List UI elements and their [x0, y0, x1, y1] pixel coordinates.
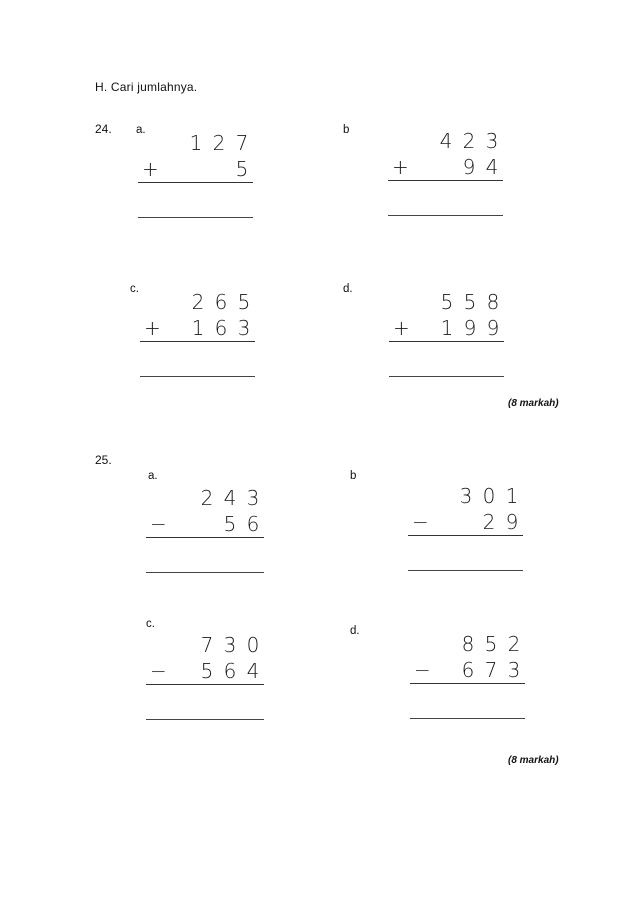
digit: 8 [486, 290, 500, 314]
digit: 7 [200, 633, 214, 657]
q25-marks: (8 markah) [508, 755, 559, 766]
digit: 2 [482, 510, 496, 534]
sum-line [138, 182, 253, 183]
answer-line [146, 572, 264, 573]
bottom-number-row [146, 512, 264, 536]
q24-c-problem [140, 290, 255, 400]
digit: 4 [246, 659, 260, 683]
bottom-number-row [410, 658, 525, 682]
plus-sign: + [142, 157, 159, 181]
digit: 3 [246, 486, 260, 510]
top-number-digits [459, 484, 519, 508]
q25-a-problem [146, 486, 264, 596]
q24-a-problem [138, 131, 253, 241]
top-number-digits [191, 290, 251, 314]
answer-line [146, 719, 264, 720]
top-number-digits [200, 633, 260, 657]
digit: 3 [223, 633, 237, 657]
top-number-row [410, 632, 525, 656]
top-number-row [140, 290, 255, 314]
digit: 5 [200, 659, 214, 683]
digit: 9 [486, 316, 500, 340]
digit: 3 [507, 658, 521, 682]
sum-line [146, 537, 264, 538]
minus-sign: − [150, 512, 167, 536]
top-number-row [408, 484, 523, 508]
plus-sign: + [393, 316, 410, 340]
q24-b-label: b [343, 124, 350, 136]
digit: 9 [462, 155, 476, 179]
top-number-row [146, 486, 264, 510]
digit: 7 [235, 131, 249, 155]
digit: 6 [246, 512, 260, 536]
bottom-number-digits [440, 316, 500, 340]
bottom-number-row [146, 659, 264, 683]
digit: 8 [461, 632, 475, 656]
digit: 3 [459, 484, 473, 508]
sum-line [140, 341, 255, 342]
digit: 3 [485, 129, 499, 153]
top-number-row [389, 290, 504, 314]
bottom-number-row [388, 155, 503, 179]
top-number-digits [189, 131, 249, 155]
minus-sign: − [150, 659, 167, 683]
top-number-digits [200, 486, 260, 510]
question-number-24: 24. [95, 122, 112, 136]
digit: 3 [237, 316, 251, 340]
q25-d-label: d. [350, 625, 360, 637]
digit: 6 [223, 659, 237, 683]
q25-b-label: b [350, 470, 357, 482]
digit: 9 [463, 316, 477, 340]
digit: 1 [440, 316, 454, 340]
bottom-number-row [389, 316, 504, 340]
digit: 2 [507, 632, 521, 656]
bottom-number-digits [439, 155, 499, 179]
top-number-row [146, 633, 264, 657]
q24-b-problem [388, 129, 503, 239]
digit [200, 512, 214, 536]
answer-line [389, 376, 504, 377]
digit [189, 157, 203, 181]
answer-line [138, 217, 253, 218]
q24-c-label: c. [130, 283, 139, 295]
digit: 5 [235, 157, 249, 181]
top-number-digits [440, 290, 500, 314]
digit [212, 157, 226, 181]
top-number-row [388, 129, 503, 153]
sum-line [146, 684, 264, 685]
digit: 4 [485, 155, 499, 179]
digit: 1 [191, 316, 205, 340]
bottom-number-row [408, 510, 523, 534]
top-number-row [138, 131, 253, 155]
digit: 5 [463, 290, 477, 314]
sum-line [410, 683, 525, 684]
digit: 5 [237, 290, 251, 314]
bottom-number-row [138, 157, 253, 181]
q25-c-problem [146, 633, 264, 743]
answer-line [388, 215, 503, 216]
digit: 4 [439, 129, 453, 153]
digit: 7 [484, 658, 498, 682]
digit: 2 [212, 131, 226, 155]
q24-d-problem [389, 290, 504, 400]
sum-line [389, 341, 504, 342]
digit [439, 155, 453, 179]
digit: 6 [461, 658, 475, 682]
digit: 0 [246, 633, 260, 657]
q25-b-problem [408, 484, 523, 594]
section-title: H. Cari jumlahnya. [95, 80, 198, 94]
minus-sign: − [414, 658, 431, 682]
q24-a-label: a. [136, 124, 146, 136]
digit: 0 [482, 484, 496, 508]
bottom-number-digits [200, 512, 260, 536]
digit: 2 [462, 129, 476, 153]
digit: 5 [484, 632, 498, 656]
top-number-digits [439, 129, 499, 153]
digit: 1 [189, 131, 203, 155]
plus-sign: + [392, 155, 409, 179]
digit [459, 510, 473, 534]
digit: 5 [440, 290, 454, 314]
bottom-number-digits [200, 659, 260, 683]
answer-line [410, 718, 525, 719]
digit: 2 [191, 290, 205, 314]
bottom-number-digits [459, 510, 519, 534]
digit: 1 [505, 484, 519, 508]
q25-d-problem [410, 632, 525, 742]
digit: 4 [223, 486, 237, 510]
q24-marks: (8 markah) [508, 398, 559, 409]
bottom-number-digits [461, 658, 521, 682]
sum-line [408, 535, 523, 536]
q24-d-label: d. [343, 283, 353, 295]
q25-c-label: c. [146, 618, 155, 630]
digit: 5 [223, 512, 237, 536]
q25-a-label: a. [148, 470, 158, 482]
bottom-number-digits [189, 157, 249, 181]
answer-line [140, 376, 255, 377]
plus-sign: + [144, 316, 161, 340]
bottom-number-digits [191, 316, 251, 340]
bottom-number-row [140, 316, 255, 340]
sum-line [388, 180, 503, 181]
digit: 9 [505, 510, 519, 534]
answer-line [408, 570, 523, 571]
question-number-25: 25. [95, 453, 112, 467]
digit: 6 [214, 316, 228, 340]
top-number-digits [461, 632, 521, 656]
digit: 2 [200, 486, 214, 510]
minus-sign: − [412, 510, 429, 534]
digit: 6 [214, 290, 228, 314]
